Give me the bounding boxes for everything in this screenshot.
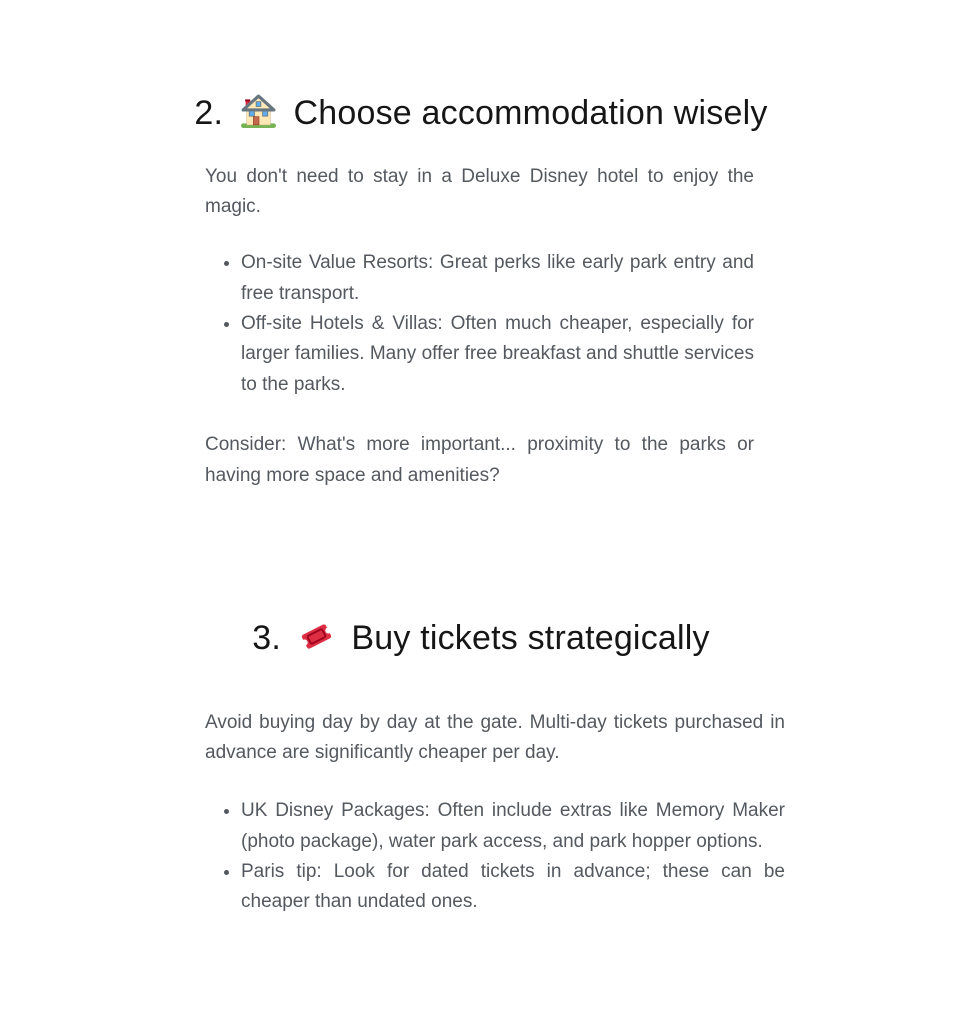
outro-paragraph: Consider: What's more important... proximity to the parks or having more space and amenities? [205,434,754,486]
tickets-tips-list [205,796,785,918]
ticket-icon [298,618,335,655]
list-item: • On-site Value Resorts: Great perks like early park entry and free transport. [241,248,754,309]
house-icon [240,93,277,130]
section-content [205,162,754,492]
section-heading-tickets [0,617,962,660]
list-item: • Off-site Hotels & Villas: Often much cheaper, especially for larger families. Many offer free breakfast and shuttle services to the parks. [241,309,754,400]
section-heading-accommodation [0,92,962,135]
section-tickets [0,617,962,918]
intro-paragraph: You don't need to stay in a Deluxe Disney hotel to enjoy the magic. [205,165,754,217]
list-item: • Paris tip: Look for dated tickets in advance; these can be cheaper than undated ones. [241,857,785,918]
heading-number: 2. [194,94,224,132]
heading-title: Choose accommodation wisely [293,94,768,132]
intro-paragraph: Avoid buying day by day at the gate. Multi-day tickets purchased in advance are significantly cheaper per day. [205,711,785,763]
heading-number: 3. [252,619,282,658]
list-item: • UK Disney Packages: Often include extras like Memory Maker (photo package), water park access, and park hopper options. [241,796,785,857]
section-accommodation [0,0,962,491]
section-content [205,708,785,918]
heading-title: Buy tickets strategically [351,619,710,658]
accommodation-tips-list [205,248,754,400]
